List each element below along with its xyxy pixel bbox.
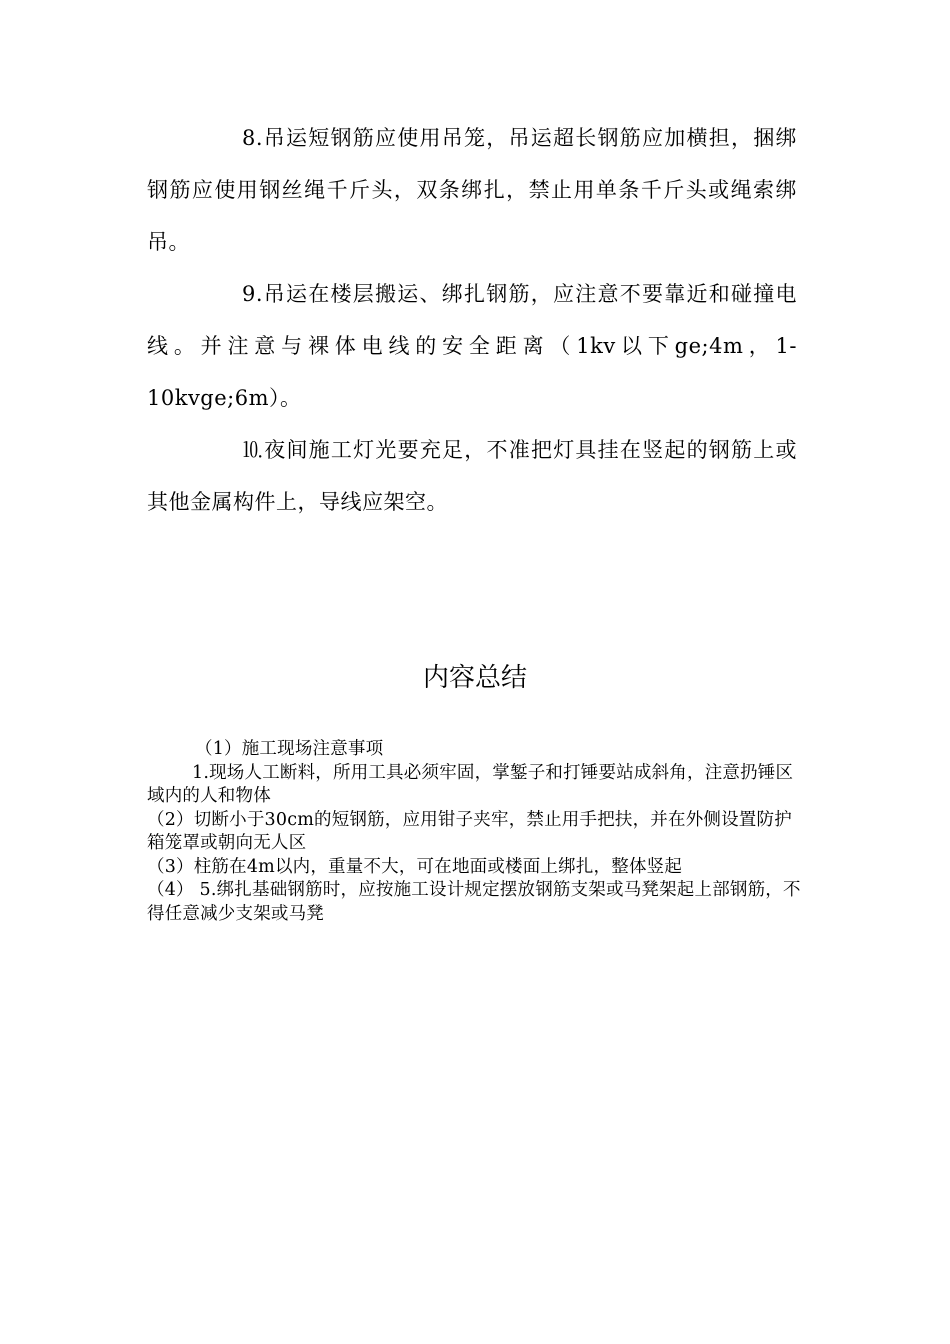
body-text — [147, 112, 797, 528]
summary-line-3: （2）切断小于30cm的短钢筋，应用钳子夹牢，禁止用手把扶，并在外侧设置防护箱笼罩或朝向无人区 — [147, 809, 792, 853]
paragraph-9: 9.吊运在楼层搬运、绑扎钢筋，应注意不要靠近和碰撞电线。并注意与裸体电线的安全距离（1kv以下ge;4m，1-10kvge;6m）。 — [147, 282, 797, 410]
summary-title: 内容总结 — [422, 662, 527, 693]
paragraph-10: ⒑夜间施工灯光要充足，不准把灯具挂在竖起的钢筋上或其他金属构件上，导线应架空。 — [147, 438, 797, 514]
paragraph-8: 8.吊运短钢筋应使用吊笼，吊运超长钢筋应加横担，捆绑钢筋应使用钢丝绳千斤头，双条绑扎，禁止用单条千斤头或绳索绑吊。 — [147, 126, 797, 254]
summary-line-5: （4） 5.绑扎基础钢筋时，应按施工设计规定摆放钢筋支架或马凳架起上部钢筋，不得任意减少支架或马凳 — [147, 880, 801, 924]
summary-line-4: （3）柱筋在4m以内，重量不大，可在地面或楼面上绑扎，整体竖起 — [147, 856, 683, 877]
summary-line-2: 1.现场人工断料，所用工具必须牢固，掌錾子和打锤要站成斜角，注意扔锤区域内的人和物体 — [147, 762, 794, 806]
summary-list — [147, 738, 802, 926]
summary-line-1: （1）施工现场注意事项 — [195, 739, 384, 759]
